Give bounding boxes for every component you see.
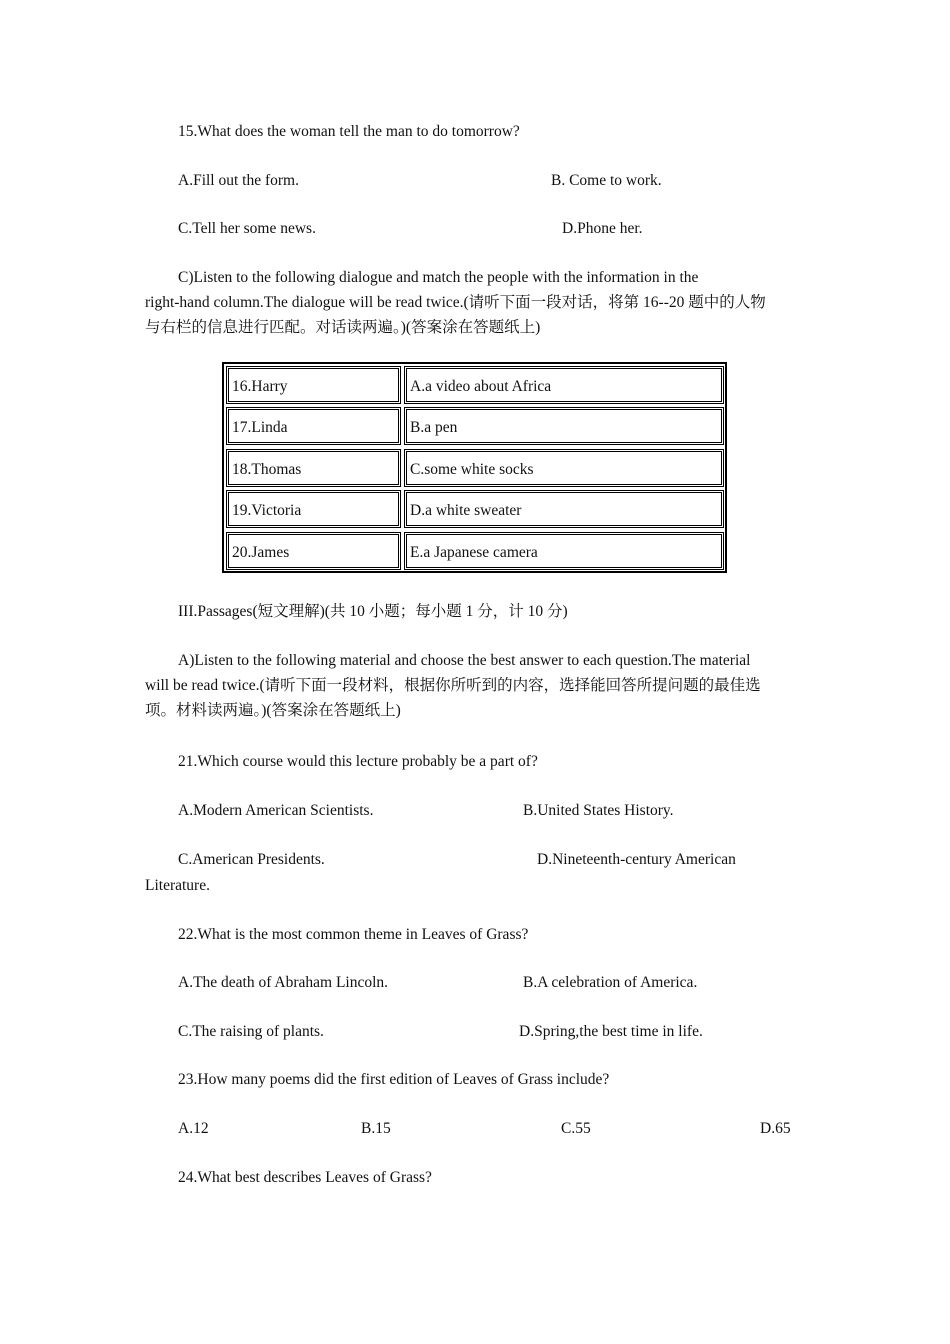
section-a-instruction-line-2: will be read twice.(请听下面一段材料，根据你所听到的内容，选择能回答所提问题的最佳选 [145, 677, 761, 694]
section-a-instruction-line-1: A)Listen to the following material and choose the best answer to each question.The material [178, 652, 751, 669]
question-22: 22.What is the most common theme in Leaves of Grass? [178, 926, 529, 943]
section-c-instruction-line-3: 与右栏的信息进行匹配。对话读两遍。)(答案涂在答题纸上) [145, 319, 541, 336]
info-cell: B.a pen [404, 407, 724, 445]
matching-table [222, 362, 727, 573]
question-24: 24.What best describes Leaves of Grass? [178, 1169, 432, 1186]
section-c-instruction-line-1: C)Listen to the following dialogue and match the people with the information in the [178, 269, 699, 286]
question-15: 15.What does the woman tell the man to do tomorrow? [178, 123, 520, 140]
table-row [226, 366, 724, 404]
q22-option-c: C.The raising of plants. [178, 1023, 324, 1040]
q21-option-a: A.Modern American Scientists. [178, 802, 374, 819]
person-cell: 18.Thomas [226, 449, 401, 487]
q15-option-d: D.Phone her. [562, 220, 643, 237]
info-cell: A.a video about Africa [404, 366, 724, 404]
q21-option-b: B.United States History. [523, 802, 674, 819]
q23-option-d: D.65 [760, 1120, 791, 1137]
section-3-heading: III.Passages(短文理解)(共 10 小题；每小题 1 分，计 10 分) [178, 603, 568, 620]
q22-option-b: B.A celebration of America. [523, 974, 698, 991]
person-cell: 16.Harry [226, 366, 401, 404]
section-c-instruction-line-2: right-hand column.The dialogue will be read twice.(请听下面一段对话，将第 16--20 题中的人物 [145, 294, 766, 311]
person-cell: 20.James [226, 532, 401, 570]
table-row [226, 490, 724, 528]
table-row [226, 532, 724, 570]
person-cell: 17.Linda [226, 407, 401, 445]
q22-option-d: D.Spring,the best time in life. [519, 1023, 703, 1040]
q21-option-c: C.American Presidents. [178, 851, 325, 868]
question-23: 23.How many poems did the first edition of Leaves of Grass include? [178, 1071, 610, 1088]
section-a-instruction-line-3: 项。材料读两遍。)(答案涂在答题纸上) [145, 702, 401, 719]
q22-option-a: A.The death of Abraham Lincoln. [178, 974, 389, 991]
person-cell: 19.Victoria [226, 490, 401, 528]
q15-option-b: B. Come to work. [551, 172, 662, 189]
info-cell: E.a Japanese camera [404, 532, 724, 570]
table-row [226, 407, 724, 445]
q15-option-a: A.Fill out the form. [178, 172, 299, 189]
info-cell: D.a white sweater [404, 490, 724, 528]
info-cell: C.some white socks [404, 449, 724, 487]
q15-option-c: C.Tell her some news. [178, 220, 316, 237]
q23-option-c: C.55 [561, 1120, 591, 1137]
q23-option-b: B.15 [361, 1120, 391, 1137]
question-21: 21.Which course would this lecture probably be a part of? [178, 753, 538, 770]
q21-option-d: D.Nineteenth-century American [537, 851, 736, 868]
q23-option-a: A.12 [178, 1120, 209, 1137]
q21-option-d-continued: Literature. [145, 877, 210, 894]
table-row [226, 449, 724, 487]
